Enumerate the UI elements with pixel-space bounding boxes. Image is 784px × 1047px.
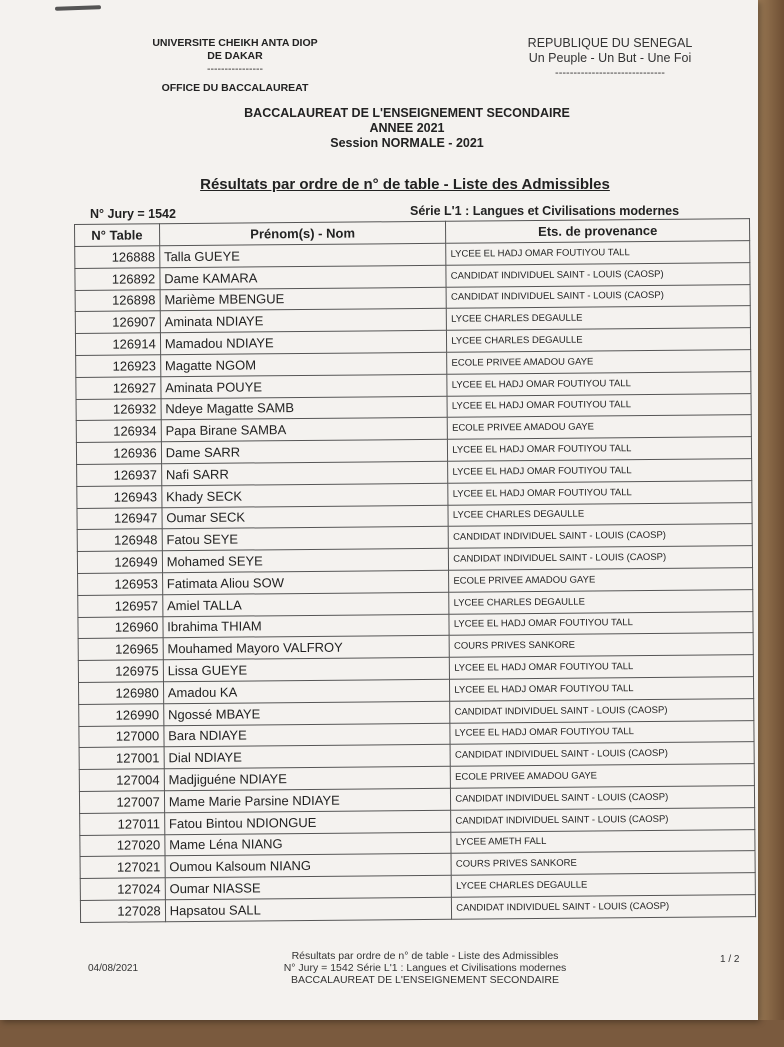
table-number-cell: 126936 bbox=[76, 442, 161, 465]
school-cell: CANDIDAT INDIVIDUEL SAINT - LOUIS (CAOSP) bbox=[451, 786, 755, 810]
university-city: DE DAKAR bbox=[207, 50, 263, 62]
candidate-name-cell: Hapsatou SALL bbox=[165, 897, 452, 921]
country-name: REPUBLIQUE DU SENEGAL bbox=[527, 36, 693, 50]
school-cell: CANDIDAT INDIVIDUEL SAINT - LOUIS (CAOSP) bbox=[448, 524, 752, 548]
candidate-name-cell: Mouhamed Mayoro VALFROY bbox=[163, 636, 450, 660]
table-number-cell: 126953 bbox=[78, 573, 163, 596]
background-surface bbox=[758, 0, 784, 1047]
school-cell: CANDIDAT INDIVIDUEL SAINT - LOUIS (CAOSP) bbox=[446, 284, 750, 308]
school-cell: ECOLE PRIVEE AMADOU GAYE bbox=[451, 764, 755, 788]
table-number-cell: 126898 bbox=[75, 289, 160, 312]
candidate-name-cell: Ibrahima THIAM bbox=[163, 614, 450, 638]
candidate-name-cell: Bara NDIAYE bbox=[164, 723, 451, 747]
table-number-cell: 127021 bbox=[80, 856, 165, 879]
table-body bbox=[75, 241, 756, 923]
candidate-name-cell: Ndeye Magatte SAMB bbox=[161, 396, 448, 420]
candidate-name-cell: Papa Birane SAMBA bbox=[161, 418, 448, 442]
table-number-cell: 127011 bbox=[80, 812, 165, 835]
candidate-name-cell: Oumar SECK bbox=[162, 505, 449, 529]
table-number-cell: 126975 bbox=[78, 660, 163, 683]
footer-list-title: Résultats par ordre de n° de table - Liste des Admissibles bbox=[291, 950, 559, 962]
table-number-cell: 126949 bbox=[77, 551, 162, 574]
header-left bbox=[140, 37, 330, 95]
school-cell: LYCEE EL HADJ OMAR FOUTIYOU TALL bbox=[447, 371, 751, 395]
table-number-cell: 126907 bbox=[75, 311, 160, 334]
school-cell: LYCEE CHARLES DEGAULLE bbox=[449, 589, 753, 613]
header-right-divider: ------------------------------ bbox=[555, 67, 665, 79]
table-number-cell: 126943 bbox=[77, 486, 162, 509]
candidate-name-cell: Amadou KA bbox=[163, 679, 450, 703]
school-cell: ECOLE PRIVEE AMADOU GAYE bbox=[449, 568, 753, 592]
table-number-cell: 126927 bbox=[76, 377, 161, 400]
school-cell: LYCEE EL HADJ OMAR FOUTIYOU TALL bbox=[446, 241, 750, 265]
candidate-name-cell: Amiel TALLA bbox=[162, 592, 449, 616]
school-cell: CANDIDAT INDIVIDUEL SAINT - LOUIS (CAOSP) bbox=[450, 742, 754, 766]
header-left-divider: ---------------- bbox=[207, 63, 263, 75]
school-cell: LYCEE EL HADJ OMAR FOUTIYOU TALL bbox=[448, 437, 752, 461]
serie-label: Série L'1 : Langues et Civilisations modernes bbox=[410, 204, 680, 218]
school-cell: LYCEE CHARLES DEGAULLE bbox=[447, 328, 751, 352]
table-number-cell: 126980 bbox=[79, 682, 164, 705]
candidate-name-cell: Talla GUEYE bbox=[159, 243, 446, 267]
school-cell: ECOLE PRIVEE AMADOU GAYE bbox=[447, 350, 751, 374]
footer-jury-serie: N° Jury = 1542 Série L'1 : Langues et Civilisations modernes bbox=[283, 962, 567, 974]
candidate-name-cell: Oumou Kalsoum NIANG bbox=[165, 854, 452, 878]
header-table-number: N° Table bbox=[75, 224, 160, 247]
page-number: 1 / 2 bbox=[720, 954, 740, 965]
school-cell: COURS PRIVES SANKORE bbox=[449, 633, 753, 657]
candidate-name-cell: Aminata NDIAYE bbox=[160, 309, 447, 333]
candidate-name-cell: Khady SECK bbox=[162, 483, 449, 507]
candidate-name-cell: Fatou SEYE bbox=[162, 527, 449, 551]
table-number-cell: 127001 bbox=[79, 747, 164, 770]
school-cell: LYCEE EL HADJ OMAR FOUTIYOU TALL bbox=[450, 677, 754, 701]
header-name: Prénom(s) - Nom bbox=[159, 221, 446, 245]
table-number-cell: 127028 bbox=[80, 900, 165, 923]
candidate-name-cell: Fatou Bintou NDIONGUE bbox=[164, 810, 451, 834]
table-number-cell: 126892 bbox=[75, 268, 160, 291]
footer-exam-name: BACCALAUREAT DE L'ENSEIGNEMENT SECONDAIRE bbox=[290, 974, 560, 986]
candidate-name-cell: Mame Léna NIANG bbox=[165, 832, 452, 856]
school-cell: COURS PRIVES SANKORE bbox=[451, 851, 755, 875]
candidate-name-cell: Fatimata Aliou SOW bbox=[162, 570, 449, 594]
table-number-cell: 126957 bbox=[78, 594, 163, 617]
school-cell: LYCEE EL HADJ OMAR FOUTIYOU TALL bbox=[448, 459, 752, 483]
footer-summary bbox=[240, 950, 610, 986]
table-number-cell: 126990 bbox=[79, 703, 164, 726]
candidate-name-cell: Lissa GUEYE bbox=[163, 657, 450, 681]
table-row bbox=[80, 894, 755, 922]
school-cell: LYCEE CHARLES DEGAULLE bbox=[448, 502, 752, 526]
header-school: Ets. de provenance bbox=[446, 219, 750, 244]
candidate-name-cell: Mamadou NDIAYE bbox=[160, 330, 447, 354]
university-name: UNIVERSITE CHEIKH ANTA DIOP bbox=[152, 37, 318, 49]
school-cell: ECOLE PRIVEE AMADOU GAYE bbox=[448, 415, 752, 439]
table-number-cell: 126888 bbox=[75, 246, 160, 269]
table-number-cell: 126934 bbox=[76, 420, 161, 443]
table-number-cell: 126914 bbox=[75, 333, 160, 356]
footer-date: 04/08/2021 bbox=[88, 963, 139, 974]
candidate-name-cell: Dame SARR bbox=[161, 439, 448, 463]
background-table bbox=[0, 1020, 784, 1047]
exam-session: Session NORMALE - 2021 bbox=[330, 136, 484, 150]
school-cell: CANDIDAT INDIVIDUEL SAINT - LOUIS (CAOSP) bbox=[452, 894, 756, 918]
candidate-name-cell: Marième MBENGUE bbox=[160, 287, 447, 311]
table-number-cell: 126923 bbox=[76, 355, 161, 378]
table-number-cell: 127000 bbox=[79, 725, 164, 748]
candidate-name-cell: Aminata POUYE bbox=[161, 374, 448, 398]
list-title: Résultats par ordre de n° de table - Liste des Admissibles bbox=[200, 176, 610, 193]
exam-year: ANNEE 2021 bbox=[369, 121, 445, 135]
exam-name: BACCALAUREAT DE L'ENSEIGNEMENT SECONDAIRE bbox=[244, 106, 570, 120]
school-cell: LYCEE AMETH FALL bbox=[451, 829, 755, 853]
office-name: OFFICE DU BACCALAUREAT bbox=[161, 82, 309, 94]
candidate-name-cell: Mohamed SEYE bbox=[162, 548, 449, 572]
candidate-name-cell: Dial NDIAYE bbox=[164, 745, 451, 769]
results-table bbox=[74, 218, 756, 923]
school-cell: CANDIDAT INDIVIDUEL SAINT - LOUIS (CAOSP) bbox=[451, 807, 755, 831]
school-cell: CANDIDAT INDIVIDUEL SAINT - LOUIS (CAOSP) bbox=[450, 698, 754, 722]
school-cell: LYCEE EL HADJ OMAR FOUTIYOU TALL bbox=[450, 720, 754, 744]
candidate-name-cell: Nafi SARR bbox=[161, 461, 448, 485]
table-number-cell: 127020 bbox=[80, 834, 165, 857]
jury-number: N° Jury = 1542 bbox=[90, 207, 176, 221]
school-cell: LYCEE EL HADJ OMAR FOUTIYOU TALL bbox=[450, 655, 754, 679]
school-cell: CANDIDAT INDIVIDUEL SAINT - LOUIS (CAOSP) bbox=[446, 262, 750, 286]
school-cell: LYCEE CHARLES DEGAULLE bbox=[447, 306, 751, 330]
pen-mark bbox=[55, 5, 101, 11]
table-number-cell: 127004 bbox=[79, 769, 164, 792]
candidate-name-cell: Magatte NGOM bbox=[160, 352, 447, 376]
candidate-name-cell: Mame Marie Parsine NDIAYE bbox=[164, 788, 451, 812]
school-cell: CANDIDAT INDIVIDUEL SAINT - LOUIS (CAOSP) bbox=[449, 546, 753, 570]
header-right bbox=[505, 36, 715, 81]
national-motto: Un Peuple - Un But - Une Foi bbox=[528, 51, 692, 65]
school-cell: LYCEE CHARLES DEGAULLE bbox=[451, 873, 755, 897]
exam-title bbox=[200, 106, 614, 151]
candidate-name-cell: Dame KAMARA bbox=[160, 265, 447, 289]
table-number-cell: 126960 bbox=[78, 616, 163, 639]
school-cell: LYCEE EL HADJ OMAR FOUTIYOU TALL bbox=[447, 393, 751, 417]
candidate-name-cell: Ngossé MBAYE bbox=[163, 701, 450, 725]
candidate-name-cell: Madjiguéne NDIAYE bbox=[164, 766, 451, 790]
table-number-cell: 127007 bbox=[79, 791, 164, 814]
school-cell: LYCEE EL HADJ OMAR FOUTIYOU TALL bbox=[449, 611, 753, 635]
table-number-cell: 127024 bbox=[80, 878, 165, 901]
table-number-cell: 126948 bbox=[77, 529, 162, 552]
candidate-name-cell: Oumar NIASSE bbox=[165, 875, 452, 899]
table-number-cell: 126965 bbox=[78, 638, 163, 661]
table-number-cell: 126947 bbox=[77, 507, 162, 530]
school-cell: LYCEE EL HADJ OMAR FOUTIYOU TALL bbox=[448, 480, 752, 504]
table-number-cell: 126932 bbox=[76, 398, 161, 421]
table-number-cell: 126937 bbox=[77, 464, 162, 487]
